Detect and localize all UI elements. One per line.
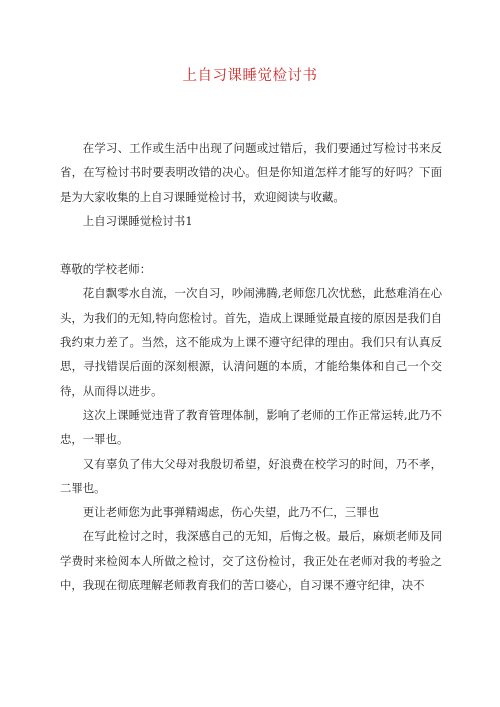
section-subtitle: 上自习课睡觉检讨书1 xyxy=(82,213,193,228)
intro-paragraph: 在学习、工作或生活中出现了问题或过错后，我们要通过写检讨书来反省，在写检讨书时要表明改错的决心。但是你知道怎样才能写的好吗？下面是为大家收集的上自习课睡觉检讨书，欢迎阅读与收藏。 xyxy=(60,141,442,204)
body-paragraph: 更让老师您为此事弹精竭虑，伤心失望，此乃不仁，三罪也 xyxy=(82,505,379,520)
document-body xyxy=(60,136,442,597)
spacer xyxy=(60,233,442,257)
document-title: 上自习课睡觉检讨书 xyxy=(182,68,318,84)
body-paragraph: 花自飘零水自流，一次自习，吵闹沸腾,老师您几次忧愁，此愁难消在心头，为我们的无知,特向您检讨。首先，造成上课睡觉最直接的原因是我们自我约束力差了。当然，这不能成为上课不遵守纪律的理由。我们只有认真反思，寻找错误后面的深刻根源，认清问题的本质，才能给集体和自己一个交待，从而得以进步。 xyxy=(60,286,442,398)
body-paragraph: 在写此检讨之时，我深感自己的无知，后悔之极。最后，麻烦老师及同学费时来检阅本人所做之检讨，交了这份检讨，我正处在老师对我的考验之中，我现在彻底理解老师教育我们的苦口婆心，自习课不遵守纪律，决不 xyxy=(60,529,442,593)
salutation: 尊敬的学校老师： xyxy=(60,262,152,277)
body-paragraph: 又有辜负了伟大父母对我殷切希望，好浪费在校学习的时间，乃不孝，二罪也。 xyxy=(60,456,442,495)
body-paragraph: 这次上课睡觉违背了教育管理体制，影响了老师的工作正常运转,此乃不忠，一罪也。 xyxy=(60,407,442,447)
